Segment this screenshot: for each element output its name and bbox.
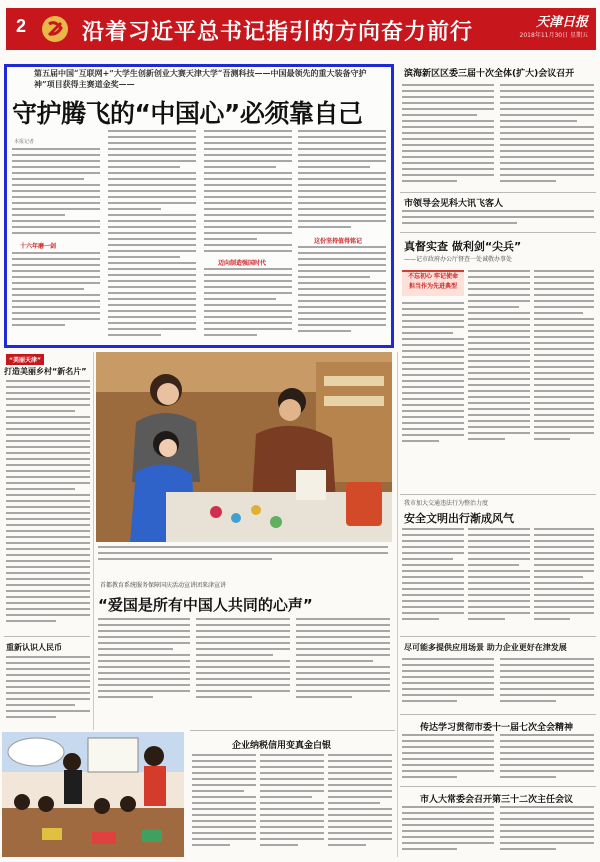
left-article-1 bbox=[6, 380, 90, 630]
lead-subhead-3: 这份坚持值得铭记 bbox=[314, 238, 363, 245]
left-article-2 bbox=[6, 656, 90, 728]
photo-caption bbox=[98, 546, 388, 568]
lead-article-byline: 本报记者 bbox=[14, 139, 35, 145]
right-article-5-col-a bbox=[402, 658, 494, 710]
lead-article-kicker: 第五届中国“互联网+”大学生创新创业大赛天津大学“吾测科技——中国最领先的重大装备守护神”项目获得主赛道金奖—— bbox=[34, 68, 367, 89]
masthead-slogan: 沿着习近平总书记指引的方向奋力前行 bbox=[82, 20, 474, 45]
right-article-1-col-a bbox=[402, 84, 494, 188]
right-headline-5: 尽可能多提供应用场景 助力企业更好在津发展 bbox=[404, 643, 567, 652]
divider bbox=[4, 636, 90, 637]
lead-article-column-2 bbox=[108, 130, 196, 342]
lead-article-column-3b bbox=[204, 268, 292, 342]
right-article-6-col-a bbox=[402, 734, 494, 784]
lead-article-column-3 bbox=[204, 130, 292, 256]
bottom-headline-2: 企业纳税信用变真金白银 bbox=[232, 741, 332, 751]
right-article-6-col-b bbox=[500, 734, 594, 784]
divider bbox=[400, 192, 596, 193]
right-article-2 bbox=[402, 210, 594, 230]
right-article-4-col-a bbox=[402, 528, 464, 628]
right-article-3-col-c bbox=[534, 270, 594, 452]
party-emblem-icon bbox=[40, 14, 70, 44]
issue-date: 2018年11月30日 星期五 bbox=[519, 32, 588, 39]
column-divider bbox=[397, 352, 398, 857]
left-headline-1: 打造美丽乡村“新名片” bbox=[4, 367, 87, 376]
divider bbox=[400, 714, 596, 715]
right-article-1-col-b bbox=[500, 84, 594, 188]
lead-article-column-1b bbox=[12, 252, 100, 342]
right-article-3-col-b bbox=[468, 270, 530, 452]
divider bbox=[400, 494, 596, 495]
right-headline-7: 市人大常委会召开第三十二次主任会议 bbox=[420, 795, 574, 805]
lead-article-column-4 bbox=[298, 130, 386, 236]
left-headline-2: 重新认识人民币 bbox=[6, 643, 62, 652]
right-article-5-col-b bbox=[500, 658, 594, 710]
bottom-article-col-b bbox=[196, 618, 290, 710]
right-article-7-col-a bbox=[402, 806, 494, 856]
callout-line-1: 不忘初心 牢记使命 bbox=[407, 273, 459, 280]
right-headline-2: 市领导会见科大讯飞客人 bbox=[404, 199, 504, 209]
right-article-4-col-b bbox=[468, 528, 530, 628]
callout-line-2: 担当作为先进典型 bbox=[408, 283, 457, 290]
tax-article-col-c bbox=[328, 754, 392, 854]
craft-activity-illustration bbox=[96, 352, 392, 542]
bottom-article-col-c bbox=[296, 618, 390, 710]
lead-subhead-2: 迈向制造强国时代 bbox=[218, 260, 267, 267]
column-divider bbox=[93, 352, 94, 730]
right-headline-4-kicker: 我市加大交通违法行为整治力度 bbox=[404, 500, 489, 507]
right-headline-3-kicker: ——记市政府办公厅督查一处诚敬办事处 bbox=[404, 256, 513, 263]
masthead-banner bbox=[6, 8, 596, 50]
classroom-illustration bbox=[2, 732, 184, 857]
right-article-4-col-c bbox=[534, 528, 594, 628]
divider bbox=[400, 786, 596, 787]
news-photo bbox=[96, 352, 392, 542]
lead-subhead-1: 十六年磨一剑 bbox=[20, 243, 57, 250]
tax-article-col-a bbox=[192, 754, 256, 854]
feature-callout-box bbox=[402, 270, 464, 296]
right-headline-3: 真督实查 做利剑“尖兵” bbox=[404, 240, 522, 253]
right-headline-1: 滨海新区区委三届十次全体(扩大)会议召开 bbox=[404, 69, 575, 79]
tax-article-col-b bbox=[260, 754, 324, 854]
right-article-7-col-b bbox=[500, 806, 594, 856]
divider bbox=[190, 730, 395, 731]
illustration-cartoon bbox=[2, 732, 184, 857]
right-article-3-col-a bbox=[402, 302, 464, 452]
divider bbox=[400, 232, 596, 233]
divider bbox=[400, 636, 596, 637]
lead-article-column-1 bbox=[12, 148, 100, 238]
right-headline-6: 传达学习贯彻市委十一届七次全会精神 bbox=[420, 723, 574, 733]
lead-article-column-4b bbox=[298, 246, 386, 342]
bottom-headline: “爱国是所有中国人共同的心声” bbox=[98, 596, 313, 614]
bottom-kicker: 首都教育系统服务保障国庆活动宣讲团来津宣讲 bbox=[100, 582, 227, 589]
lead-article-title: 守护腾飞的“中国心”必须靠自己 bbox=[12, 99, 363, 128]
section-tag: “美丽天津” bbox=[6, 354, 44, 365]
page-number: 2 bbox=[16, 16, 27, 36]
right-headline-4: 安全文明出行渐成风气 bbox=[404, 512, 514, 525]
paper-name: 天津日报 bbox=[535, 15, 588, 30]
bottom-article-col-a bbox=[98, 618, 190, 710]
